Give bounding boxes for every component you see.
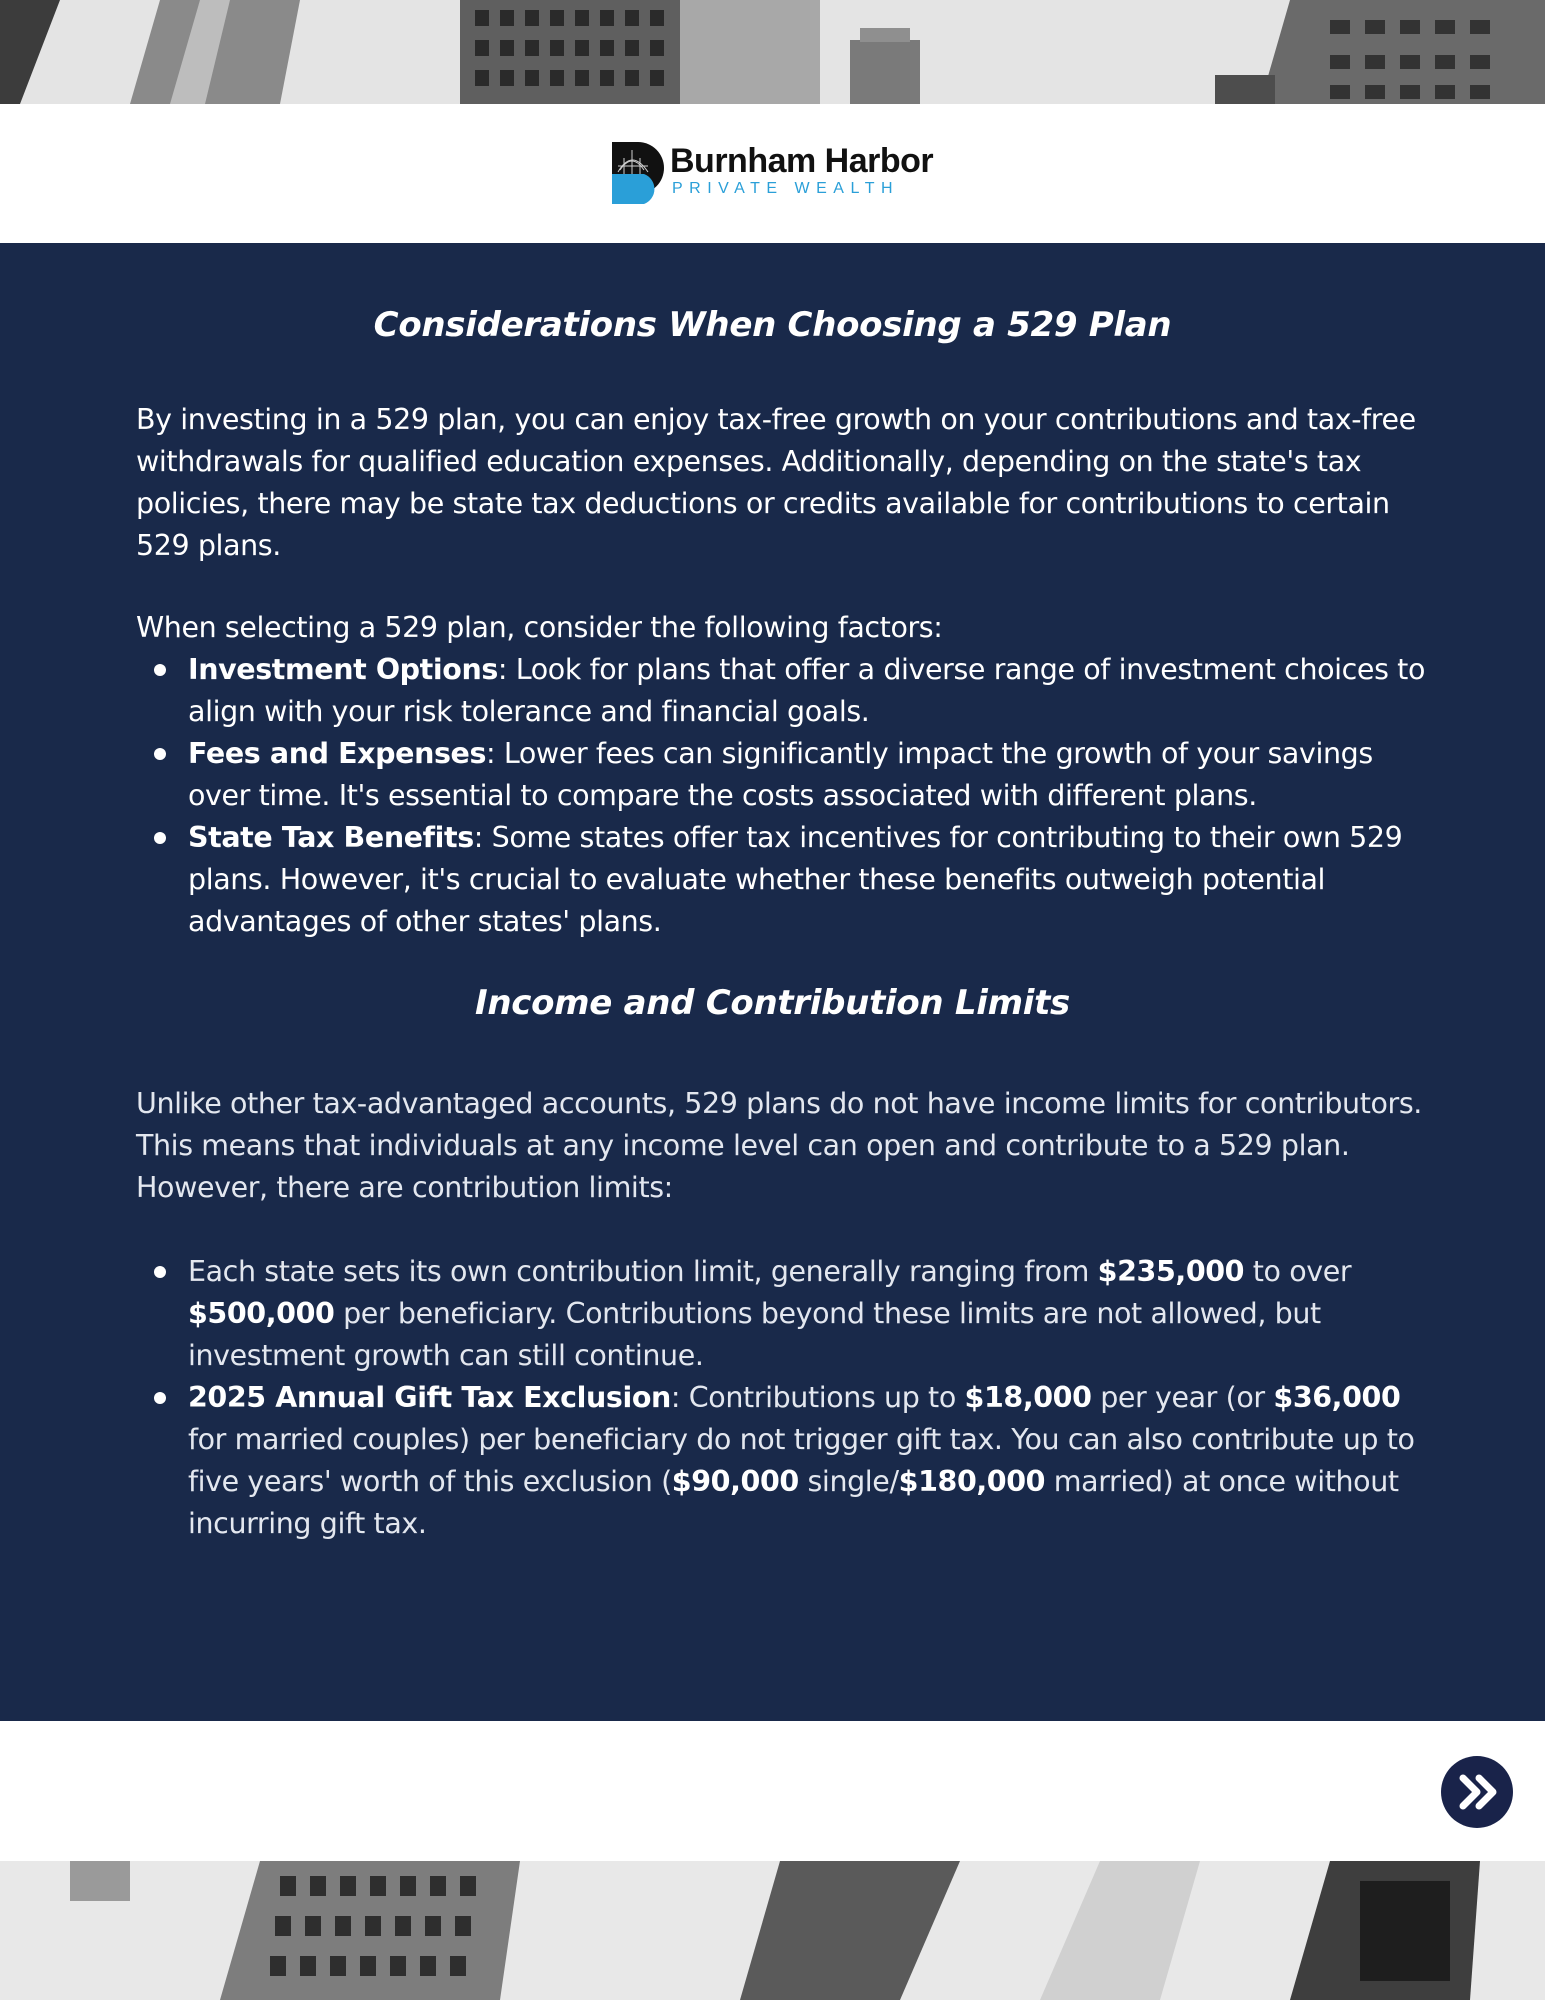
gift-value: $36,000 [1273,1381,1401,1414]
brand-tagline: PRIVATE WEALTH [672,180,900,197]
header-city-photo [0,0,1545,104]
gift-text: for married couples) per beneficiary do not trigger gift tax. You can also contribute up to five years' worth of this exclusion ( [188,1423,1415,1498]
logo-mark-icon [610,140,666,206]
limit-value: $500,000 [188,1297,335,1330]
factor-text: : Lower fees can significantly impact the growth of your savings over time. It's essential to compare the costs associated with different plans. [188,737,1373,812]
list-item [136,1377,1436,1545]
city-skyline-graphic [0,1861,1545,2000]
section-heading-limits: Income and Contribution Limits [475,983,1070,1023]
gift-value: $18,000 [964,1381,1092,1414]
section-heading-considerations: Considerations When Choosing a 529 Plan [373,305,1172,345]
brand-name: Burnham Harbor [670,142,934,180]
limits-intro-paragraph: Unlike other tax-advantaged accounts, 529 plans do not have income limits for contributors. This means that individuals at any income level can open and contribute to a 529 plan. However, there are contribution limits: [136,1087,1422,1204]
factor-text: : Some states offer tax incentives for contributing to their own 529 plans. However, it's crucial to evaluate whether these benefits outweigh potential advantages of other states' plans. [188,821,1403,938]
gift-term: 2025 Annual Gift Tax Exclusion [188,1381,671,1414]
double-chevron-right-icon [1441,1756,1513,1828]
city-skyline-graphic [0,0,1545,104]
gift-text: per year (or [1091,1381,1274,1414]
next-page-button[interactable] [1441,1756,1513,1828]
factor-term: Fees and Expenses [188,737,487,770]
brand-logo [610,140,940,206]
list-item [136,817,1436,943]
limit-text: Each state sets its own contribution limit, generally ranging from [188,1255,1098,1288]
gift-value: $180,000 [898,1465,1046,1498]
list-item [136,649,1436,733]
factors-list [136,649,1436,943]
limit-value: $235,000 [1097,1255,1245,1288]
footer-city-photo [0,1861,1545,2000]
factors-lead: When selecting a 529 plan, consider the following factors: [136,611,943,644]
gift-value: $90,000 [671,1465,799,1498]
factor-text: : Look for plans that offer a diverse range of investment choices to align with your risk tolerance and financial goals. [188,653,1425,728]
gift-text: single/ [798,1465,899,1498]
list-item [136,1251,1436,1377]
gift-text: married) at once without incurring gift tax. [188,1465,1399,1540]
intro-paragraph: By investing in a 529 plan, you can enjoy tax-free growth on your contributions and tax-free withdrawals for qualified education expenses. Additionally, depending on the state's tax policies, there may be state tax deductions or credits available for contributions to certain 529 plans. [136,403,1416,562]
factor-term: Investment Options [188,653,498,686]
limit-text: to over [1244,1255,1352,1288]
gift-text: : Contributions up to [670,1381,965,1414]
content-panel [0,243,1545,1721]
limit-text: per beneficiary. Contributions beyond these limits are not allowed, but investment growth can still continue. [188,1297,1321,1372]
factor-term: State Tax Benefits [188,821,474,854]
list-item [136,733,1436,817]
limits-list [136,1251,1436,1545]
